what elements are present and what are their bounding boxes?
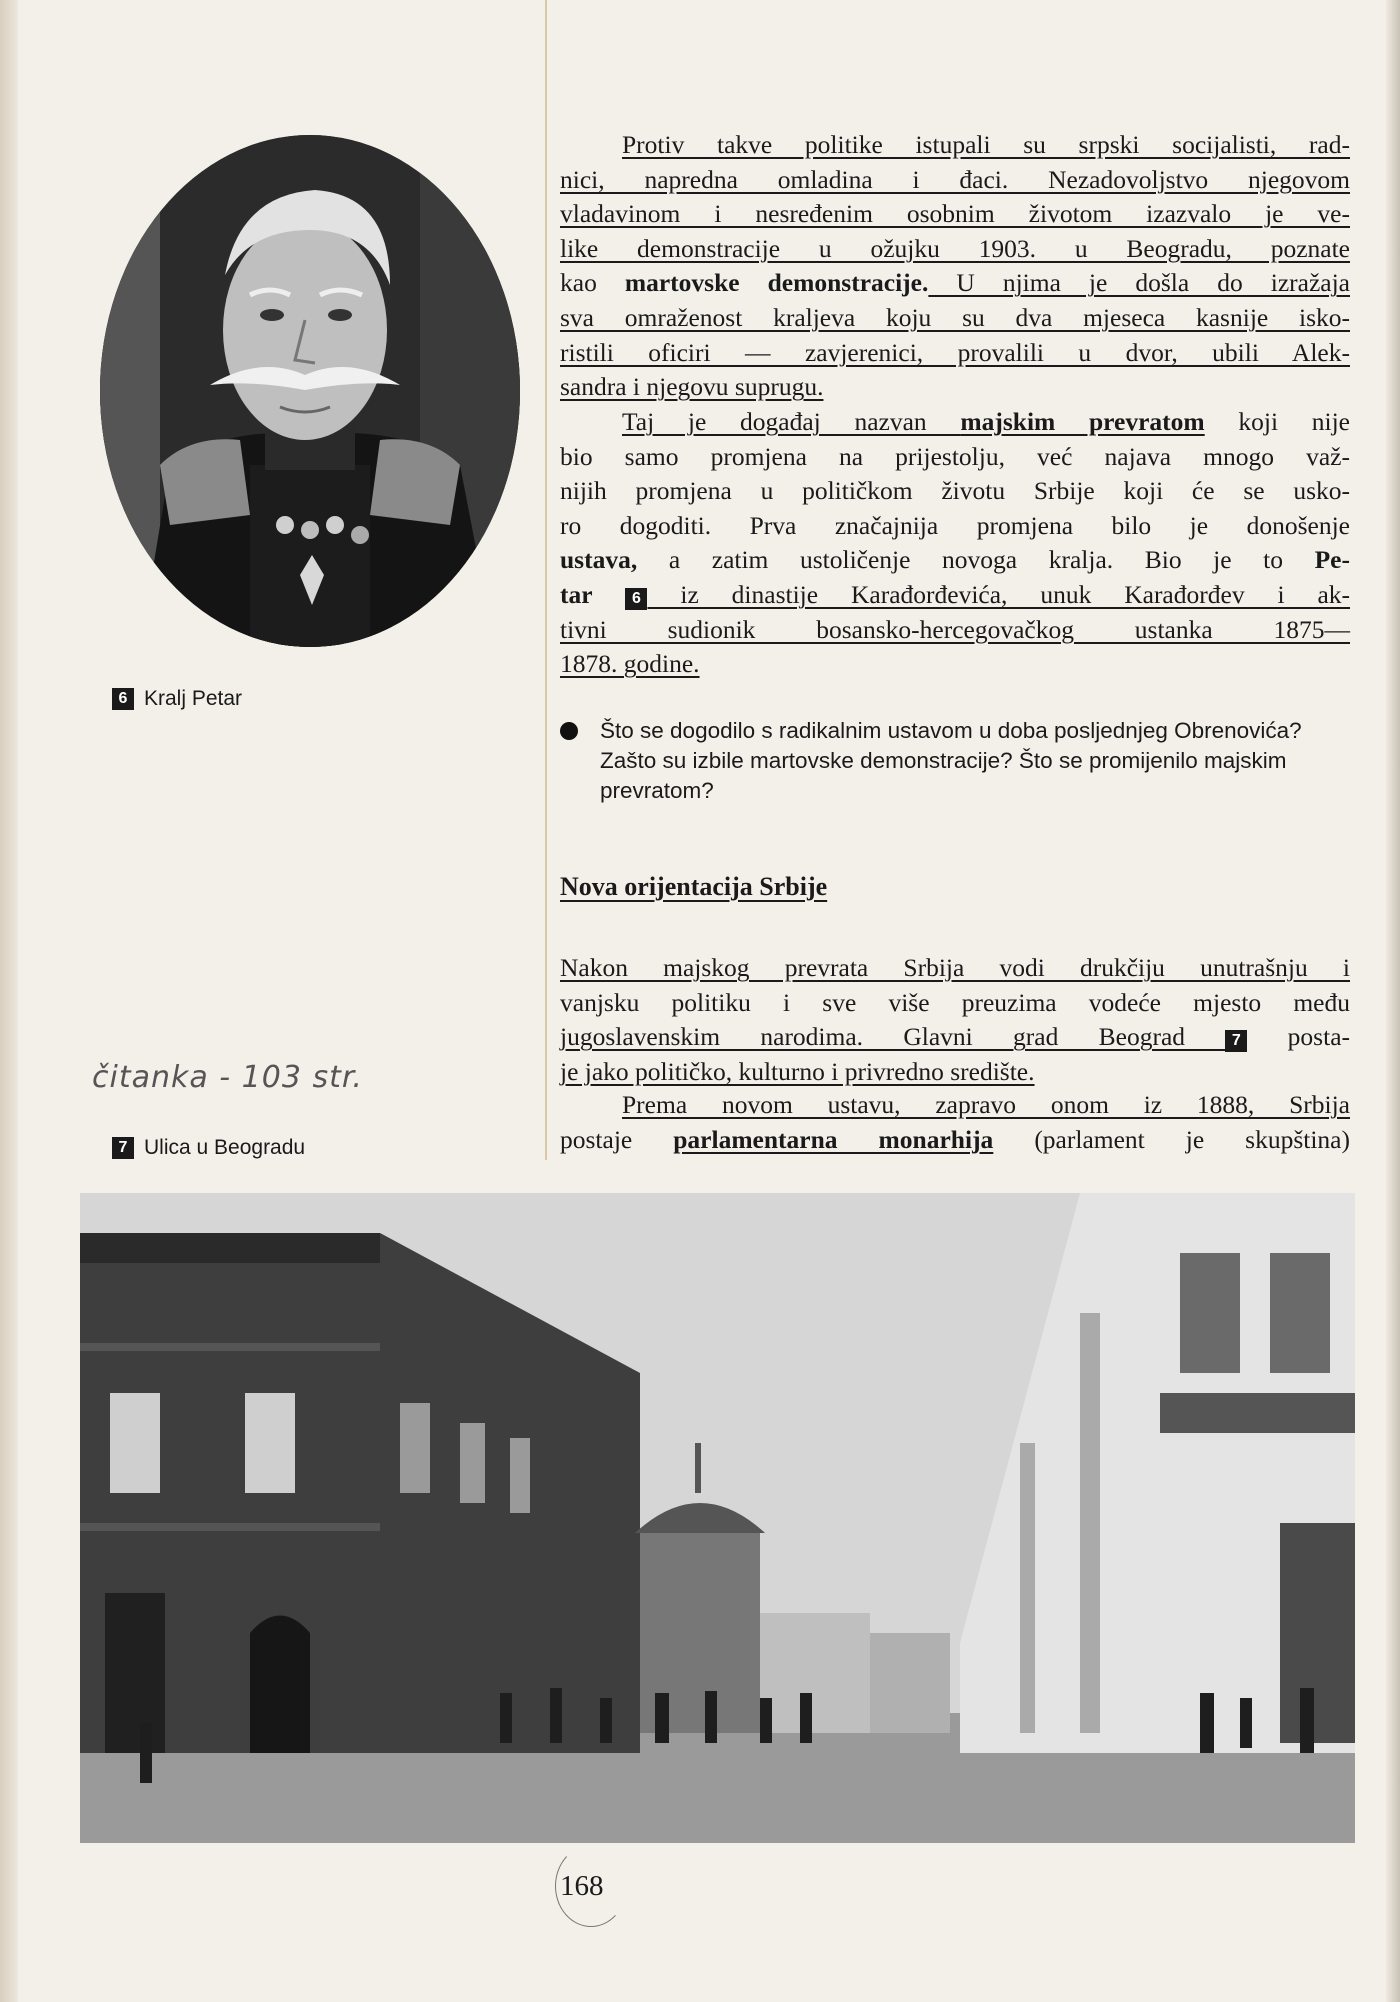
page-binding-edge [0, 0, 18, 2002]
term-parlamentarna-monarhija: parlamentarna monarhija [673, 1124, 994, 1154]
paragraph-line: sva omraženost kraljeva koju su dva mjeseca kasnije isko- [560, 302, 1350, 332]
paragraph-line: sandra i njegovu suprugu. [560, 372, 824, 402]
paragraph-line: nici, napredna omladina i đaci. Nezadovoljstvo njegovom [560, 164, 1350, 194]
paragraph-line: ristili oficiri — zavjerenici, provalili u dvor, ubili Alek- [560, 337, 1350, 367]
portrait-king-petar [100, 135, 520, 647]
figure-reference-6: 6 [625, 588, 647, 610]
review-question [560, 716, 1350, 806]
paragraph-line: ustava, a zatim ustoličenje novoga kralja. Bio je to Pe- [560, 545, 1350, 575]
handwritten-note: čitanka - 103 str. [92, 1060, 363, 1095]
paragraph-line: nijih promjena u političkom životu Srbije koji će se usko- [560, 476, 1350, 506]
paragraph-line: Nakon majskog prevrata Srbija vodi drukčiju unutrašnju i [560, 953, 1350, 982]
paragraph-2 [560, 405, 1350, 682]
section-heading: Nova orijentacija Srbije [560, 872, 828, 901]
paragraph-line: 1878. godine. [560, 649, 700, 679]
term-martovske-demonstracije: martovske demonstracije. [624, 268, 929, 298]
paragraph-line: like demonstracije u ožujku 1903. u Beogradu, poznate [560, 233, 1350, 263]
paragraph-line: kao martovske demonstracije. U njima je došla do izražaja [560, 268, 1350, 298]
paragraph-1 [560, 128, 1350, 405]
paragraph-line: Taj je događaj nazvan majskim prevratom koji nije [622, 407, 1350, 436]
paragraph-3 [560, 951, 1350, 1089]
review-question-text: Što se dogodilo s radikalnim ustavom u doba posljednjeg Obrenovića? Zašto su izbile martovske demonstracije? Što se promijenilo majskim prevratom? [600, 718, 1302, 803]
figure-number-badge: 6 [112, 688, 134, 710]
paragraph-line: vanjsku politiku i sve više preuzima vodeće mjesto među [560, 987, 1350, 1017]
page-number: 168 [560, 1870, 604, 1902]
paragraph-4 [560, 1088, 1350, 1157]
paragraph-line: tivni sudionik bosansko-hercegovačkog ustanka 1875— [560, 614, 1350, 644]
portrait-illustration [100, 135, 520, 647]
street-illustration [80, 1193, 1355, 1843]
paragraph-line: Prema novom ustavu, zapravo onom iz 1888, Srbija [622, 1090, 1350, 1119]
term-majski-prevrat: majskim prevratom [960, 407, 1205, 436]
bullet-icon [560, 722, 578, 740]
figure-7-caption-text: Ulica u Beogradu [144, 1136, 306, 1159]
page-right-edge [1386, 0, 1400, 2002]
paragraph-line: vladavinom i nesređenim osobnim životom izazvalo je ve- [560, 199, 1350, 229]
figure-reference-7: 7 [1225, 1030, 1247, 1052]
photo-street-belgrade [80, 1193, 1355, 1843]
paragraph-line: bio samo promjena na prijestolju, već najava mnogo važ- [560, 441, 1350, 471]
margin-line [545, 0, 547, 1160]
term-petar: Pe- [1314, 545, 1350, 575]
term-ustava: ustava, [560, 545, 638, 575]
paragraph-line: ro dogoditi. Prva značajnija promjena bilo je donošenje [560, 510, 1350, 540]
paragraph-line: je jako političko, kulturno i privredno središte. [560, 1056, 1035, 1086]
paragraph-line: tar 6 iz dinastije Karađorđevića, unuk Karađorđev i ak- [560, 579, 1351, 609]
paragraph-line: Protiv takve politike istupali su srpski socijalisti, rad- [622, 130, 1350, 159]
figure-7-caption [112, 1136, 305, 1160]
figure-6-caption-text: Kralj Petar [144, 687, 243, 710]
paragraph-line: jugoslavenskim narodima. Glavni grad Beograd 7 posta- [560, 1022, 1350, 1052]
figure-number-badge: 7 [112, 1137, 134, 1159]
figure-6-caption [112, 687, 242, 711]
paragraph-line: postaje parlamentarna monarhija (parlament je skupština) [560, 1124, 1350, 1154]
